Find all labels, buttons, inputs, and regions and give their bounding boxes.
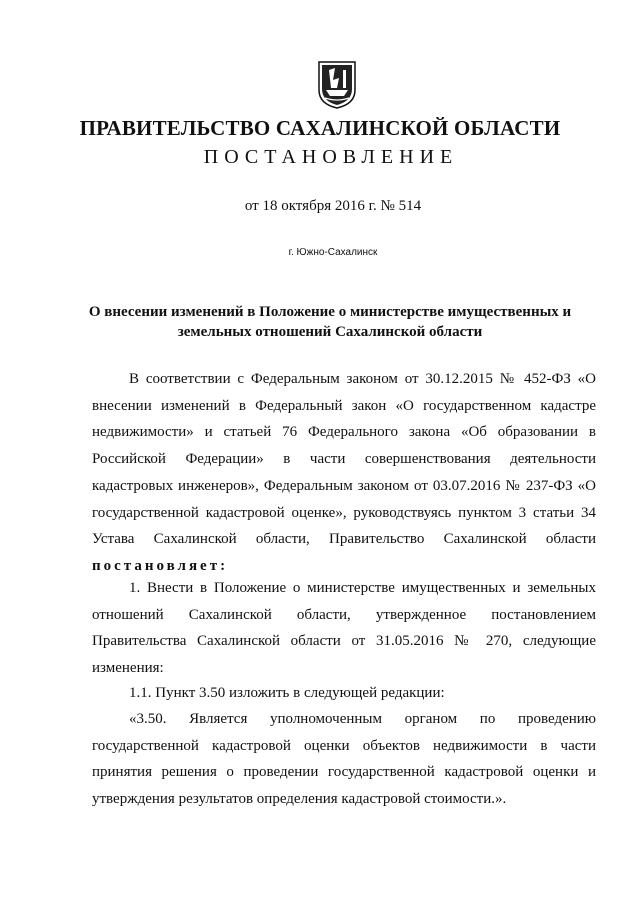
text-line: 1.1. Пункт 3.50 изложить в следующей редакции:: [129, 685, 445, 701]
document-date-number: от 18 октября 2016 г. № 514: [244, 198, 422, 214]
subject-line: О внесении изменений в Положение о министерстве имущественных и: [88, 304, 572, 320]
document-type: ПОСТАНОВЛЕНИЕ: [203, 146, 459, 168]
text-line: недвижимости» и статьей 76 Федерального закона «Об образовании в: [92, 424, 596, 441]
text-line: государственной кадастровой оценки объектов недвижимости в части: [92, 737, 596, 754]
text-line: В соответствии с Федеральным законом от 30.12.2015 № 452-ФЗ «О: [129, 371, 596, 387]
sakhalin-coat-of-arms-icon: [317, 60, 357, 110]
text-line: «3.50. Является уполномоченным органом по проведению: [129, 711, 596, 727]
paragraph-quoted-text: [92, 706, 596, 813]
paragraph-item-1-1: [92, 680, 596, 707]
text-line: 1. Внести в Положение о министерстве имущественных и земельных: [129, 580, 596, 596]
text-line: государственной кадастровой оценке», руководствуясь пунктом 3 статьи 34: [92, 504, 596, 521]
text-line: Российской Федерации» в части совершенствования деятельности: [92, 451, 596, 468]
text-line: отношений Сахалинской области, утвержденное постановлением: [92, 606, 596, 623]
text-line: Правительства Сахалинской области от 31.05.2016 № 270, следующие: [92, 633, 596, 650]
text-line: утверждения результатов определения кадастровой стоимости.».: [92, 791, 507, 808]
paragraph-preamble: [92, 366, 596, 580]
text-line: Устава Сахалинской области, Правительство Сахалинской области: [92, 531, 596, 548]
text-line: внесении изменений в Федеральный закон «О государственном кадастре: [92, 397, 596, 414]
text-line: изменения:: [92, 660, 164, 677]
paragraph-item-1: [92, 575, 596, 682]
text-line: кадастровых инженеров», Федеральным законом от 03.07.2016 № 237-ФЗ «О: [92, 477, 596, 494]
decree-word: постановляет:: [92, 557, 229, 574]
subject-line: земельных отношений Сахалинской области: [177, 324, 483, 340]
text-line: принятия решения о проведении государственной кадастровой оценки и: [92, 764, 596, 781]
government-title: ПРАВИТЕЛЬСТВО САХАЛИНСКОЙ ОБЛАСТИ: [79, 116, 561, 140]
document-city: г. Южно-Сахалинск: [288, 247, 378, 258]
document-subject: [80, 302, 580, 342]
